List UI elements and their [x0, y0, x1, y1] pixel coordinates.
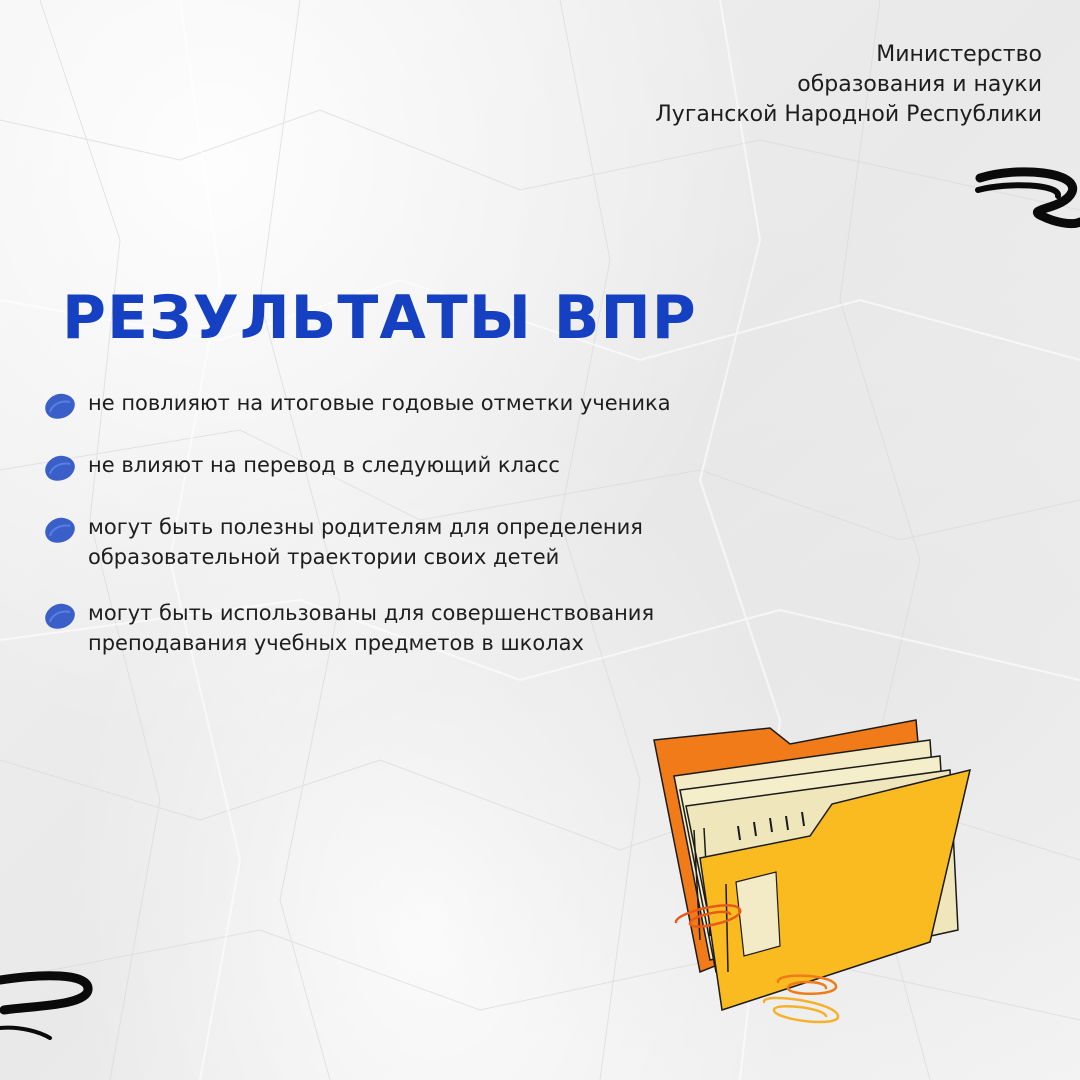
ministry-header: [562, 40, 1042, 130]
bullet-text-line-1: могут быть полезны родителям для определения: [88, 515, 643, 539]
page-title: РЕЗУЛЬТАТЫ ВПР: [62, 283, 697, 353]
list-item: [40, 450, 560, 480]
swirl-decoration-icon: [0, 966, 96, 1046]
bullet-text-line-2: образовательной траектории своих детей: [88, 545, 560, 569]
bullet-text: не влияют на перевод в следующий класс: [88, 453, 560, 477]
swirl-decoration-icon: [968, 162, 1080, 242]
bullet-text-line-1: могут быть использованы для совершенствования: [88, 601, 655, 625]
ministry-line-3: Луганской Народной Республики: [655, 102, 1042, 127]
folder-illustration: [640, 710, 980, 1040]
list-item: [40, 388, 671, 418]
folder-label: [736, 872, 780, 956]
bullet-text: не повлияют на итоговые годовые отметки ученика: [88, 391, 671, 415]
ministry-line-2: образования и науки: [797, 72, 1042, 97]
list-item: [40, 512, 643, 572]
blob-bullet-icon: [40, 514, 78, 546]
paperclip-icon: [764, 998, 838, 1022]
blob-bullet-icon: [40, 390, 78, 422]
list-item: [40, 598, 654, 658]
bullet-text-line-2: преподавания учебных предметов в школах: [88, 631, 584, 655]
blob-bullet-icon: [40, 600, 78, 632]
ministry-line-1: Министерство: [876, 42, 1042, 67]
blob-bullet-icon: [40, 452, 78, 484]
